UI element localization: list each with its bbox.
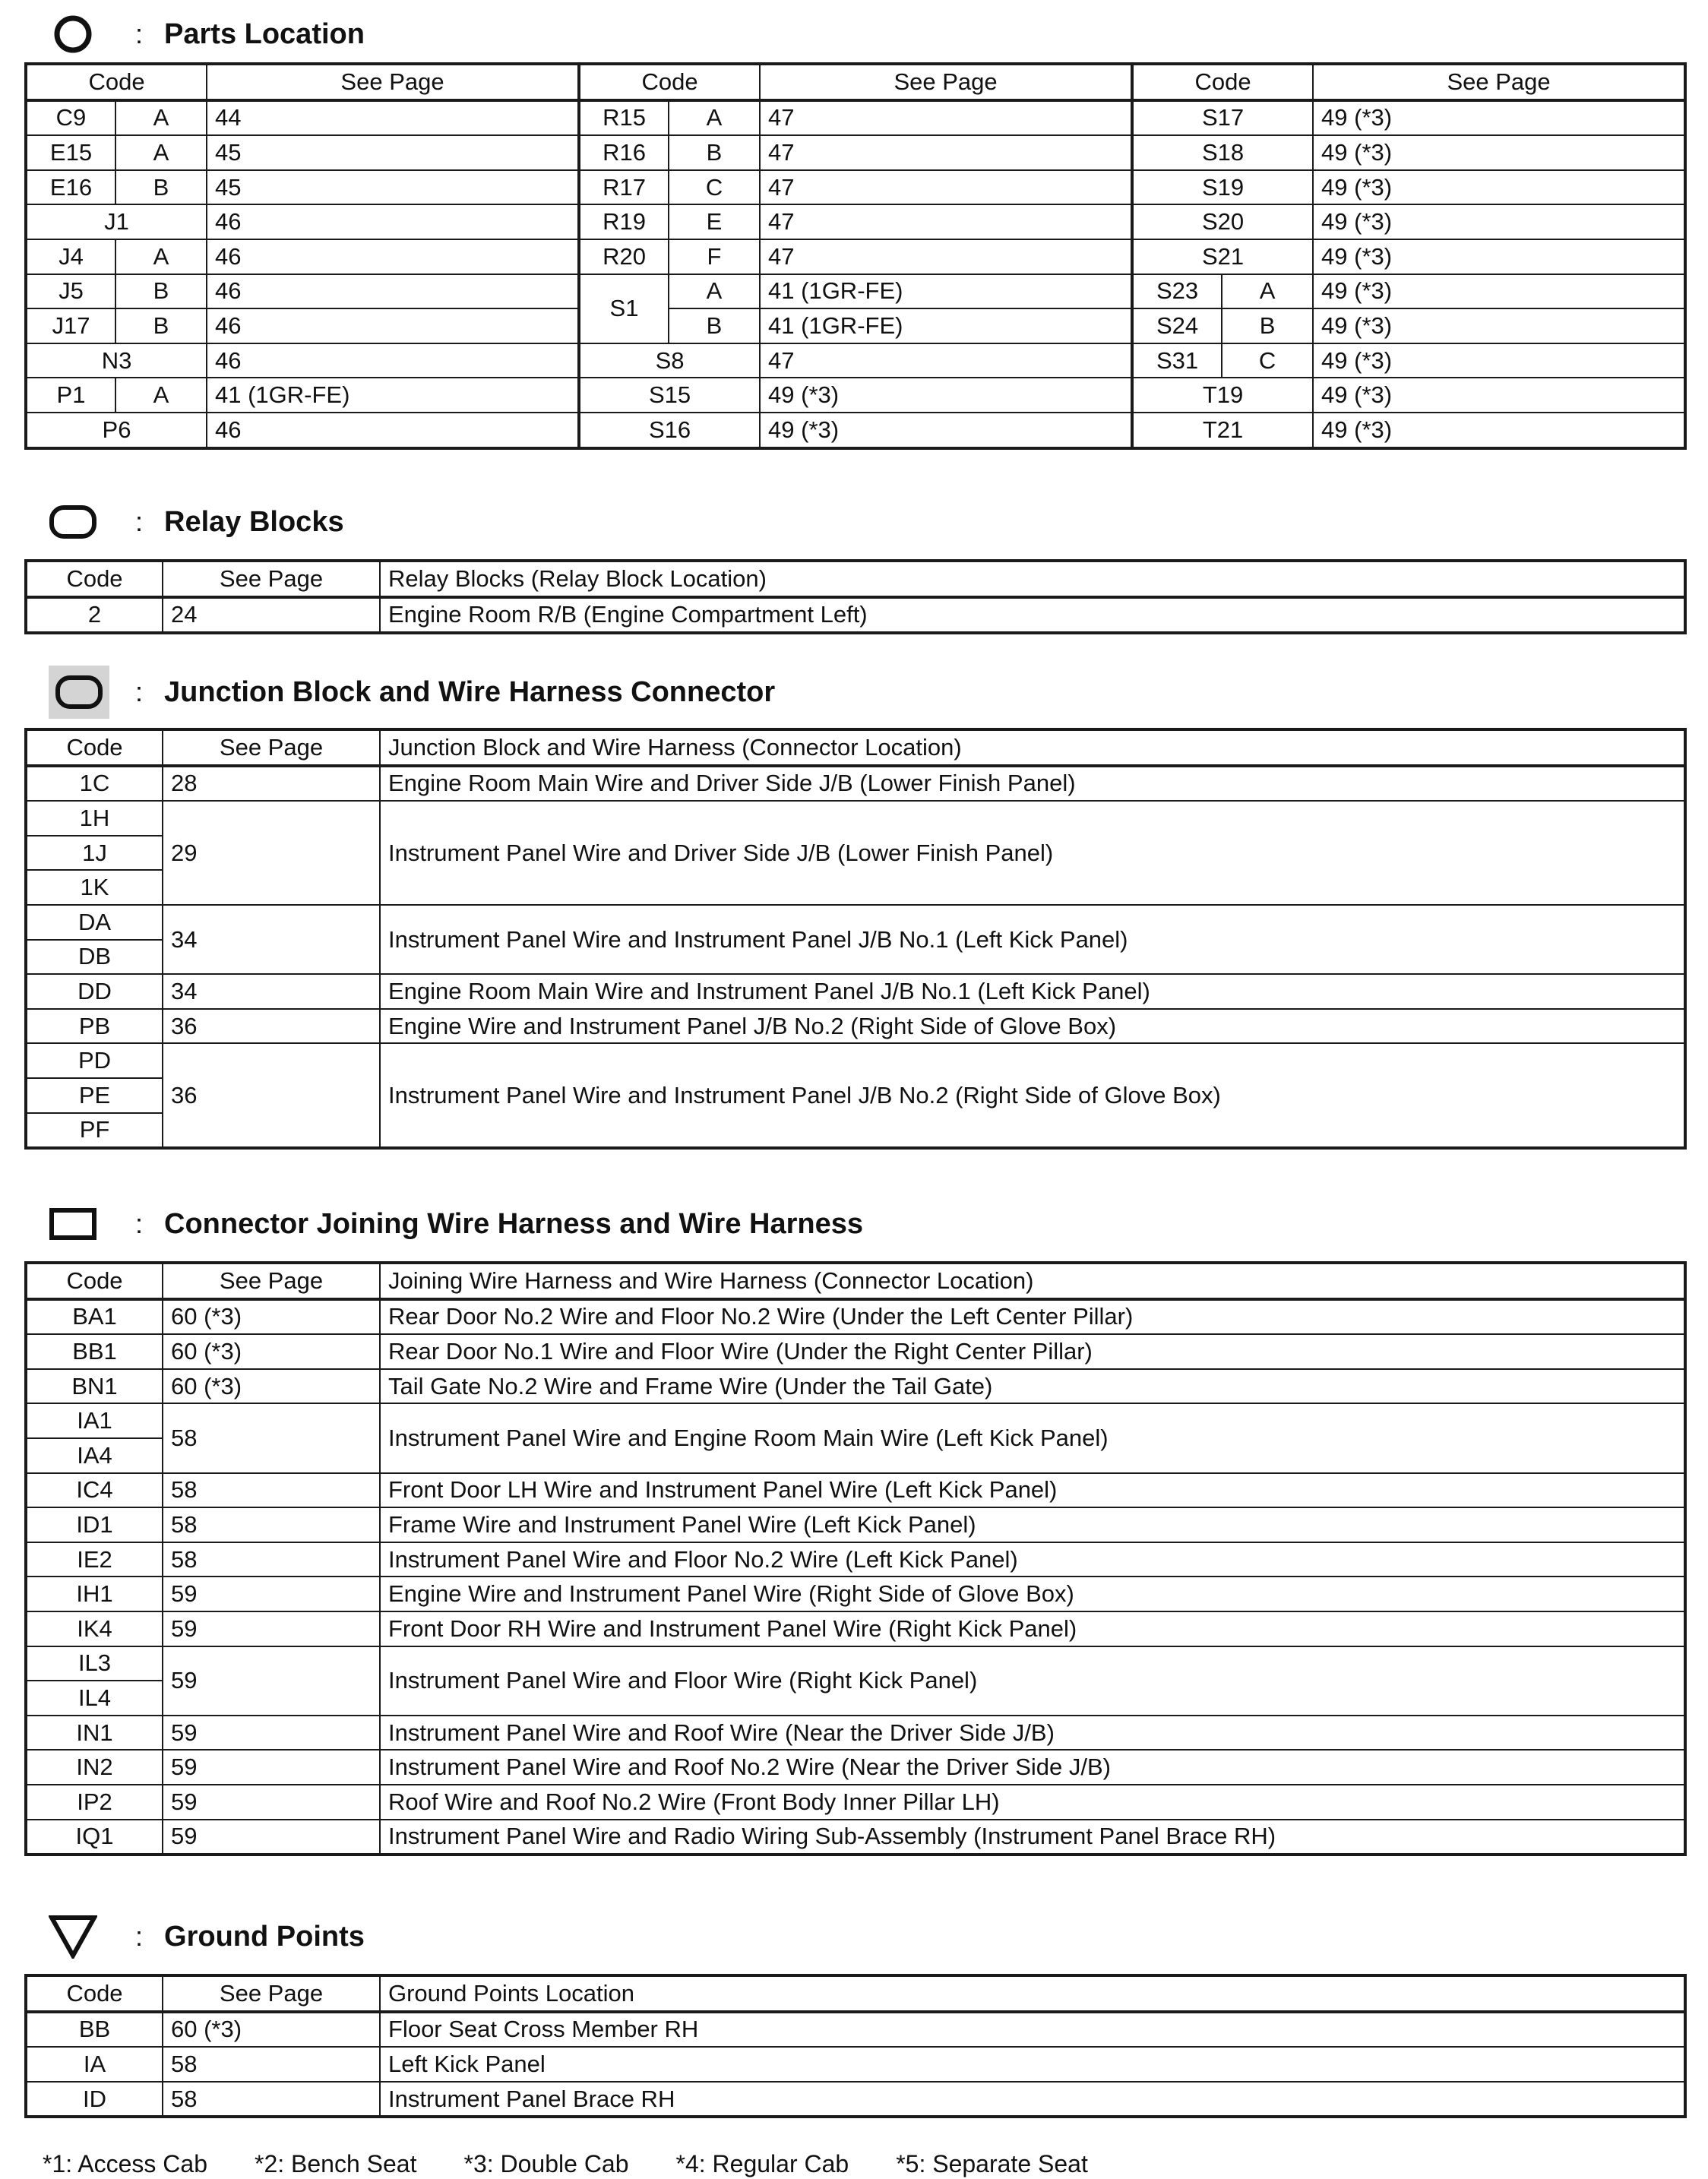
- table-row: [26, 2082, 1685, 2117]
- code-cell: DB: [26, 940, 163, 975]
- code-cell: IK4: [26, 1611, 163, 1646]
- code-cell: DD: [26, 974, 163, 1009]
- table-row: J1 46 R19 E 47 S20 49 (*3): [26, 204, 1685, 239]
- table-row: C9 A 44 R15 A 47 S17 49 (*3): [26, 100, 1685, 136]
- code-cell: IE2: [26, 1542, 163, 1577]
- code-cell: IN1: [26, 1716, 163, 1750]
- table-row: [26, 1369, 1685, 1404]
- table-row: [26, 1043, 1685, 1078]
- table-row: [26, 1473, 1685, 1508]
- section-title: Parts Location: [164, 17, 365, 50]
- location-cell: Instrument Panel Wire and Roof No.2 Wire (Near the Driver Side J/B): [380, 1750, 1685, 1785]
- code-cell: PE: [26, 1078, 163, 1113]
- code-cell: PB: [26, 1009, 163, 1044]
- location-cell: Engine Room Main Wire and Driver Side J/B (Lower Finish Panel): [380, 766, 1685, 802]
- code-cell: IL3: [26, 1646, 163, 1681]
- code-cell: BA1: [26, 1299, 163, 1335]
- ground-points-heading: : Ground Points: [49, 1910, 365, 1963]
- code-cell: IQ1: [26, 1820, 163, 1855]
- rectangle-icon: [49, 1200, 97, 1248]
- page-cell: 59: [163, 1820, 380, 1855]
- code-cell: 1H: [26, 801, 163, 836]
- location-cell: Floor Seat Cross Member RH: [380, 2012, 1685, 2048]
- code-cell: BB: [26, 2012, 163, 2048]
- location-cell: Instrument Panel Brace RH: [380, 2082, 1685, 2117]
- table-header-row: Code See Page Joining Wire Harness and Wire Harness (Connector Location): [26, 1263, 1685, 1299]
- table-row: J17 B 46 B 41 (1GR-FE) S24 B 49 (*3): [26, 308, 1685, 343]
- page-cell: 36: [163, 1043, 380, 1148]
- location-cell: Instrument Panel Wire and Roof Wire (Near the Driver Side J/B): [380, 1716, 1685, 1750]
- code-cell: IC4: [26, 1473, 163, 1508]
- table-row: [26, 1542, 1685, 1577]
- code-cell: BB1: [26, 1334, 163, 1369]
- page-cell: 34: [163, 905, 380, 974]
- table-row: [26, 1009, 1685, 1044]
- table-row: P6 46 S16 49 (*3) T21 49 (*3): [26, 413, 1685, 448]
- page-cell: 58: [163, 1473, 380, 1508]
- footnote: *3: Double Cab: [463, 2150, 629, 2177]
- rounded-rect-icon: [49, 498, 97, 546]
- table-row: [26, 1750, 1685, 1785]
- table-row: E16 B 45 R17 C 47 S19 49 (*3): [26, 170, 1685, 205]
- table-row: [26, 905, 1685, 940]
- circle-icon: [49, 10, 97, 59]
- table-row: N3 46 S8 47 S31 C 49 (*3): [26, 343, 1685, 378]
- code-cell: ID: [26, 2082, 163, 2117]
- section-title: Ground Points: [164, 1920, 365, 1953]
- code-cell: IH1: [26, 1577, 163, 1611]
- code-cell: ID1: [26, 1507, 163, 1542]
- table-row: P1 A 41 (1GR-FE) S15 49 (*3) T19 49 (*3): [26, 378, 1685, 413]
- page-cell: 59: [163, 1577, 380, 1611]
- table-row: E15 A 45 R16 B 47 S18 49 (*3): [26, 135, 1685, 170]
- table-row: J4 A 46 R20 F 47 S21 49 (*3): [26, 239, 1685, 274]
- code-cell: DA: [26, 905, 163, 940]
- code-cell: BN1: [26, 1369, 163, 1404]
- table-header-row: Code See Page Ground Points Location: [26, 1975, 1685, 2012]
- table-row: [26, 1611, 1685, 1646]
- relay-blocks-heading: : Relay Blocks: [49, 495, 344, 549]
- location-cell: Engine Room Main Wire and Instrument Panel J/B No.1 (Left Kick Panel): [380, 974, 1685, 1009]
- table-row: [26, 1334, 1685, 1369]
- page-cell: 59: [163, 1716, 380, 1750]
- footnotes: [43, 2150, 1135, 2178]
- location-cell: Instrument Panel Wire and Engine Room Main Wire (Left Kick Panel): [380, 1403, 1685, 1472]
- page-cell: 59: [163, 1646, 380, 1716]
- page-cell: 60 (*3): [163, 1369, 380, 1404]
- location-cell: Left Kick Panel: [380, 2047, 1685, 2082]
- table-row: [26, 974, 1685, 1009]
- table-row: [26, 1716, 1685, 1750]
- page-cell: 36: [163, 1009, 380, 1044]
- code-cell: IA: [26, 2047, 163, 2082]
- table-header-row: Code See Page Relay Blocks (Relay Block Location): [26, 561, 1685, 597]
- page-cell: 58: [163, 2082, 380, 2117]
- footnote: *2: Bench Seat: [255, 2150, 417, 2177]
- table-row: [26, 2012, 1685, 2048]
- triangle-down-icon: [49, 1912, 97, 1961]
- location-cell: Instrument Panel Wire and Instrument Panel J/B No.2 (Right Side of Glove Box): [380, 1043, 1685, 1148]
- table-row: [26, 1299, 1685, 1335]
- page-cell: 60 (*3): [163, 2012, 380, 2048]
- location-cell: Instrument Panel Wire and Floor No.2 Wire (Left Kick Panel): [380, 1542, 1685, 1577]
- table-header-row: Code See Page Code See Page Code See Page: [26, 64, 1685, 100]
- junction-block-table: [24, 728, 1687, 1150]
- table-row: [26, 1820, 1685, 1855]
- relay-blocks-table: [24, 559, 1687, 634]
- code-cell: 1C: [26, 766, 163, 802]
- table-header-row: Code See Page Junction Block and Wire Harness (Connector Location): [26, 729, 1685, 766]
- table-row: [26, 1403, 1685, 1438]
- code-cell: 1K: [26, 870, 163, 905]
- location-cell: Instrument Panel Wire and Instrument Panel J/B No.1 (Left Kick Panel): [380, 905, 1685, 974]
- page-cell: 58: [163, 2047, 380, 2082]
- location-cell: Engine Wire and Instrument Panel J/B No.2 (Right Side of Glove Box): [380, 1009, 1685, 1044]
- page-cell: 60 (*3): [163, 1334, 380, 1369]
- location-cell: Tail Gate No.2 Wire and Frame Wire (Under the Tail Gate): [380, 1369, 1685, 1404]
- page-cell: 28: [163, 766, 380, 802]
- ground-points-table: [24, 1974, 1687, 2118]
- table-row: [26, 1646, 1685, 1681]
- location-cell: Instrument Panel Wire and Floor Wire (Right Kick Panel): [380, 1646, 1685, 1716]
- section-title: Connector Joining Wire Harness and Wire Harness: [164, 1207, 863, 1240]
- table-row: 2 24 Engine Room R/B (Engine Compartment Left): [26, 597, 1685, 634]
- page-cell: 29: [163, 801, 380, 905]
- location-cell: Rear Door No.2 Wire and Floor No.2 Wire (Under the Left Center Pillar): [380, 1299, 1685, 1335]
- code-cell: PF: [26, 1113, 163, 1149]
- table-row: [26, 1577, 1685, 1611]
- code-cell: PD: [26, 1043, 163, 1078]
- table-row: [26, 801, 1685, 836]
- location-cell: Roof Wire and Roof No.2 Wire (Front Body Inner Pillar LH): [380, 1785, 1685, 1820]
- page-cell: 34: [163, 974, 380, 1009]
- parts-location-table: [24, 62, 1687, 450]
- shaded-rounded-rect-icon: [49, 666, 109, 719]
- footnote: *5: Separate Seat: [896, 2150, 1088, 2177]
- table-row: [26, 2047, 1685, 2082]
- code-cell: IN2: [26, 1750, 163, 1785]
- section-title: Junction Block and Wire Harness Connector: [164, 675, 776, 708]
- page-cell: 58: [163, 1507, 380, 1542]
- footnote: *4: Regular Cab: [675, 2150, 849, 2177]
- table-row: [26, 766, 1685, 802]
- page-cell: 58: [163, 1542, 380, 1577]
- junction-block-heading: : Junction Block and Wire Harness Connector: [49, 666, 775, 719]
- page-cell: 58: [163, 1403, 380, 1472]
- table-row: J5 B 46 S1 A 41 (1GR-FE) S23 A 49 (*3): [26, 274, 1685, 309]
- location-cell: Frame Wire and Instrument Panel Wire (Left Kick Panel): [380, 1507, 1685, 1542]
- code-cell: IL4: [26, 1681, 163, 1716]
- page-cell: 59: [163, 1611, 380, 1646]
- page-cell: 60 (*3): [163, 1299, 380, 1335]
- table-row: [26, 1507, 1685, 1542]
- code-cell: IA4: [26, 1438, 163, 1473]
- parts-location-heading: : Parts Location: [49, 8, 365, 61]
- page-cell: 59: [163, 1750, 380, 1785]
- connector-joining-heading: : Connector Joining Wire Harness and Wire Harness: [49, 1197, 863, 1251]
- page-cell: 59: [163, 1785, 380, 1820]
- location-cell: Instrument Panel Wire and Driver Side J/B (Lower Finish Panel): [380, 801, 1685, 905]
- connector-joining-table: [24, 1261, 1687, 1856]
- table-row: [26, 1785, 1685, 1820]
- code-cell: IP2: [26, 1785, 163, 1820]
- section-title: Relay Blocks: [164, 505, 344, 538]
- footnote: *1: Access Cab: [43, 2150, 207, 2177]
- code-cell: 1J: [26, 836, 163, 871]
- location-cell: Front Door LH Wire and Instrument Panel Wire (Left Kick Panel): [380, 1473, 1685, 1508]
- location-cell: Instrument Panel Wire and Radio Wiring Sub-Assembly (Instrument Panel Brace RH): [380, 1820, 1685, 1855]
- location-cell: Front Door RH Wire and Instrument Panel Wire (Right Kick Panel): [380, 1611, 1685, 1646]
- location-cell: Engine Wire and Instrument Panel Wire (Right Side of Glove Box): [380, 1577, 1685, 1611]
- code-cell: IA1: [26, 1403, 163, 1438]
- location-cell: Rear Door No.1 Wire and Floor Wire (Under the Right Center Pillar): [380, 1334, 1685, 1369]
